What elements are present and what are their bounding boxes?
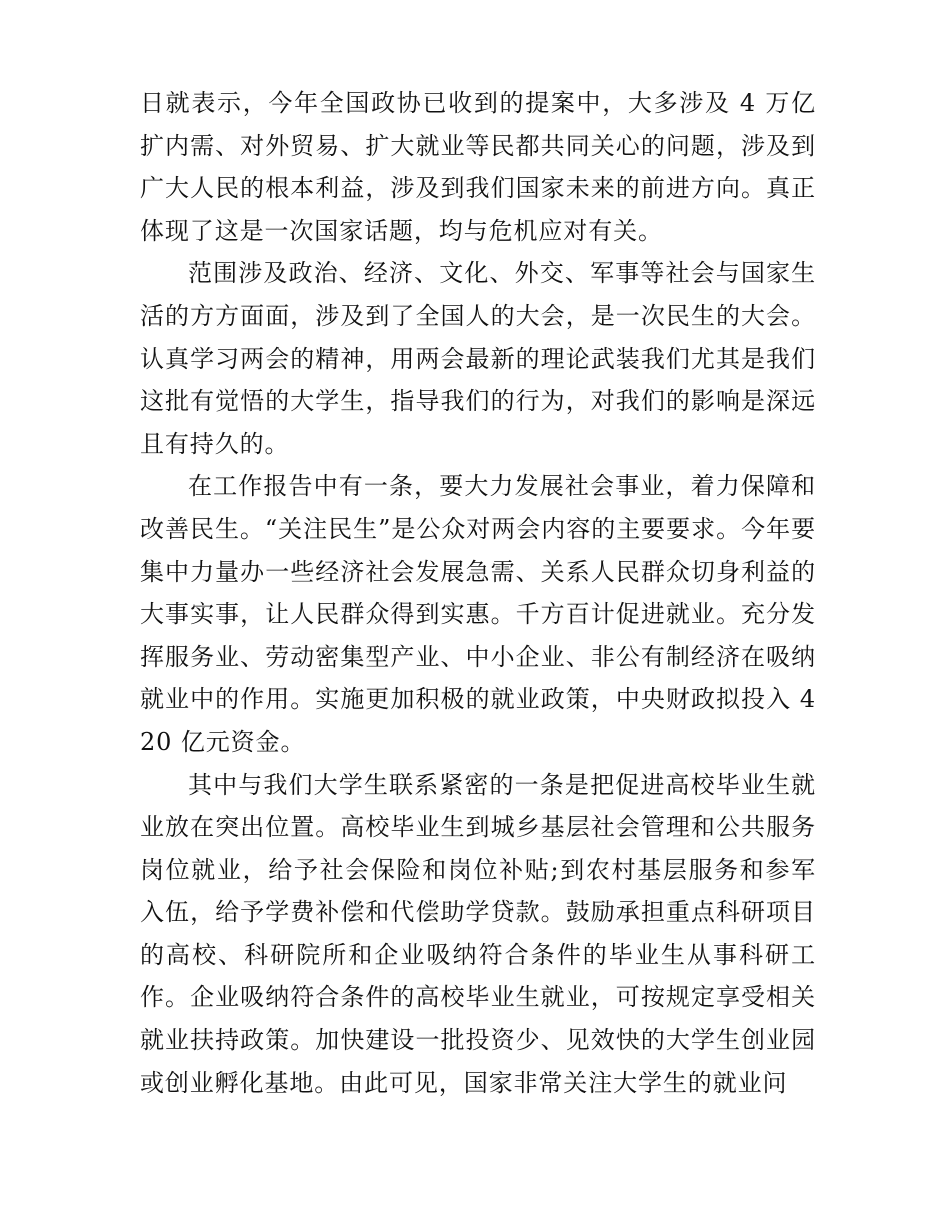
paragraph-1: 日就表示，今年全国政协已收到的提案中，大多涉及 4 万亿扩内需、对外贸易、扩大就业等民都共同关心的问题，涉及到广大人民的根本利益，涉及到我们国家未来的前进方向。真正体现了这是一次国家话题，均与危机应对有关。: [140, 89, 816, 245]
document-body: [140, 82, 816, 1104]
paragraph-3: 在工作报告中有一条，要大力发展社会事业，着力保障和改善民生。“关注民生”是公众对两会内容的主要要求。今年要集中力量办一些经济社会发展急需、关系人民群众切身利益的大事实事，让人民群众得到实惠。千方百计促进就业。充分发挥服务业、劳动密集型产业、中小企业、非公有制经济在吸纳就业中的作用。实施更加积极的就业政策，中央财政拟投入 420 亿元资金。: [140, 472, 816, 756]
paragraph-2: 范围涉及政治、经济、文化、外交、军事等社会与国家生活的方方面面，涉及到了全国人的大会，是一次民生的大会。认真学习两会的精神，用两会最新的理论武装我们尤其是我们这批有觉悟的大学生，指导我们的行为，对我们的影响是深远且有持久的。: [140, 259, 816, 458]
paragraph-4: 其中与我们大学生联系紧密的一条是把促进高校毕业生就业放在突出位置。高校毕业生到城乡基层社会管理和公共服务岗位就业，给予社会保险和岗位补贴;到农村基层服务和参军入伍，给予学费补偿和代偿助学贷款。鼓励承担重点科研项目的高校、科研院所和企业吸纳符合条件的毕业生从事科研工作。企业吸纳符合条件的高校毕业生就业，可按规定享受相关就业扶持政策。加快建设一批投资少、见效快的大学生创业园或创业孵化基地。由此可见，国家非常关注大学生的就业问: [140, 770, 816, 1097]
